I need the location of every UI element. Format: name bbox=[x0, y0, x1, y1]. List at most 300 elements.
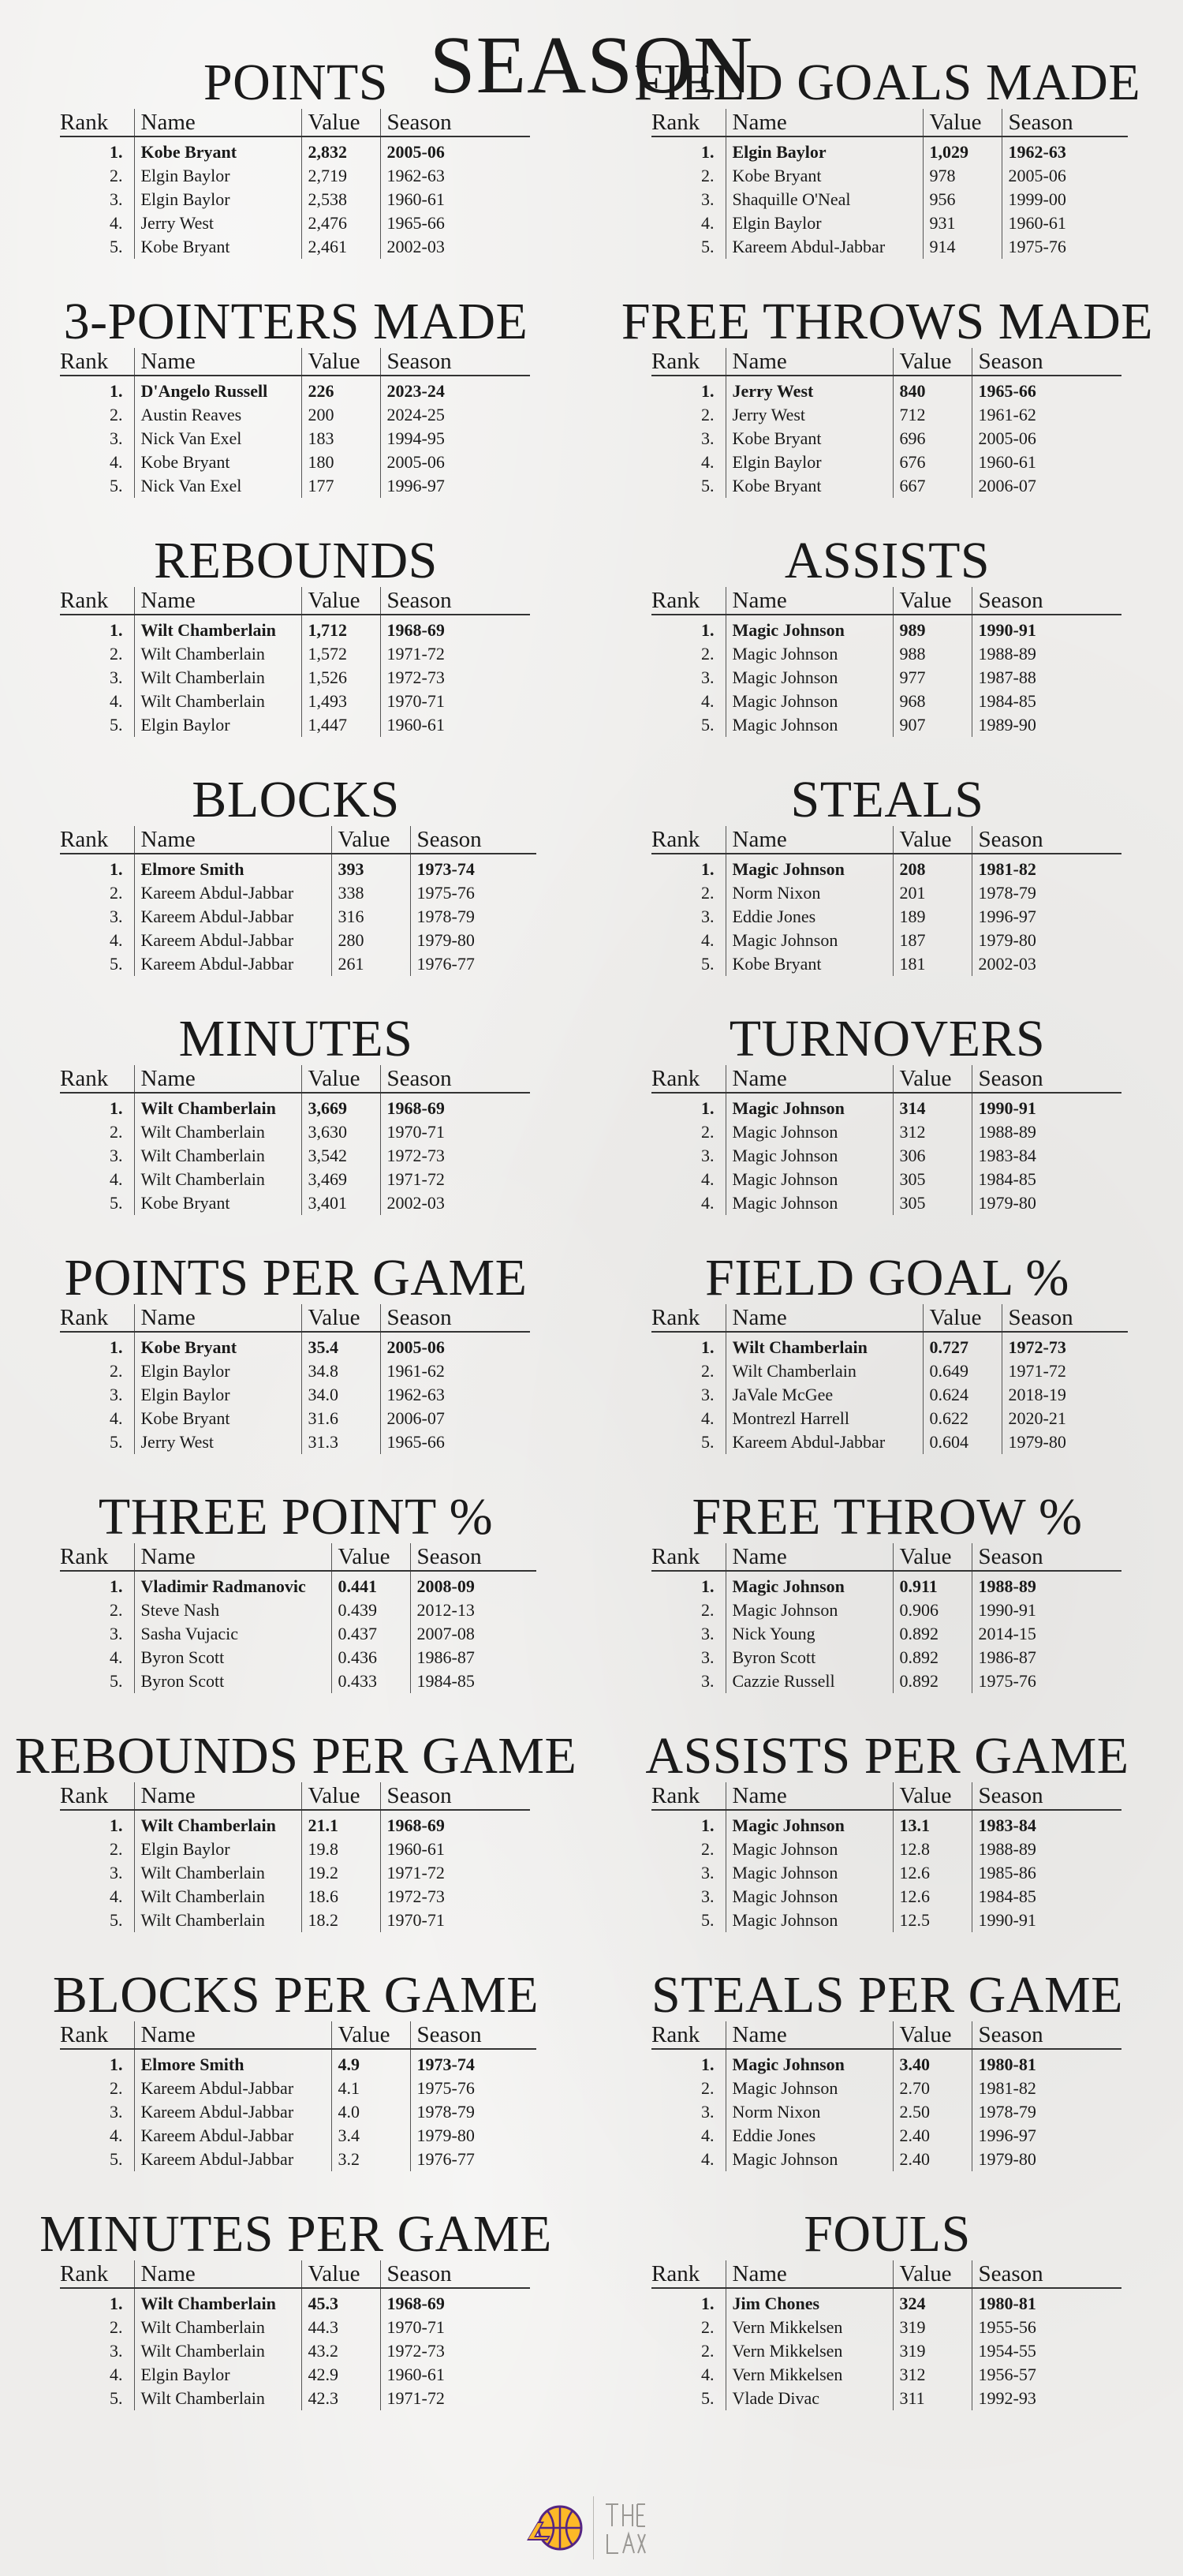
column-header-rank: Rank bbox=[60, 2021, 134, 2049]
cell-season: 1972-73 bbox=[380, 666, 530, 690]
table-row bbox=[651, 136, 1128, 164]
cell-rank: 3. bbox=[110, 2102, 123, 2122]
cell-name: Magic Johnson bbox=[726, 1571, 893, 1598]
leaderboard-minutes bbox=[0, 1010, 592, 1247]
cell-season: 1980-81 bbox=[972, 2288, 1121, 2316]
cell-name: Kareem Abdul-Jabbar bbox=[134, 881, 331, 905]
cell-rank: 2. bbox=[701, 2341, 715, 2361]
cell-name: Nick Van Exel bbox=[134, 427, 301, 451]
section-title: POINTS bbox=[203, 54, 389, 111]
cell-value: 840 bbox=[893, 376, 972, 403]
cell-value: 45.3 bbox=[301, 2288, 380, 2316]
column-header-season: Season bbox=[380, 2260, 530, 2288]
cell-value: 914 bbox=[923, 235, 1002, 259]
table-row bbox=[60, 1598, 536, 1622]
cell-name: Wilt Chamberlain bbox=[134, 1144, 301, 1168]
cell-rank: 1. bbox=[701, 1098, 715, 1118]
cell-rank: 2. bbox=[110, 644, 123, 664]
cell-value: 13.1 bbox=[893, 1810, 972, 1838]
cell-season: 2007-08 bbox=[410, 1622, 536, 1646]
cell-rank: 1. bbox=[701, 859, 715, 879]
cell-season: 1971-72 bbox=[380, 1168, 530, 1191]
table-row bbox=[651, 666, 1121, 690]
cell-name: Magic Johnson bbox=[726, 1168, 893, 1191]
table-header bbox=[651, 2021, 1121, 2049]
cell-name: Wilt Chamberlain bbox=[134, 690, 301, 713]
cell-season: 1960-61 bbox=[380, 188, 530, 211]
stats-table bbox=[60, 587, 530, 737]
cell-value: 2.50 bbox=[893, 2100, 972, 2124]
cell-value: 696 bbox=[893, 427, 972, 451]
table-row bbox=[651, 615, 1121, 642]
cell-name: Elgin Baylor bbox=[726, 451, 893, 474]
column-header-season: Season bbox=[972, 826, 1121, 854]
cell-name: Magic Johnson bbox=[726, 1810, 893, 1838]
table-row bbox=[651, 1144, 1121, 1168]
table-row bbox=[60, 427, 530, 451]
cell-value: 208 bbox=[893, 854, 972, 881]
cell-name: Kobe Bryant bbox=[134, 235, 301, 259]
table-row bbox=[60, 905, 536, 929]
cell-rank: 3. bbox=[110, 1385, 123, 1404]
table-row bbox=[60, 615, 530, 642]
cell-name: Steve Nash bbox=[134, 1598, 331, 1622]
cell-value: 0.433 bbox=[331, 1669, 410, 1693]
cell-season: 1968-69 bbox=[380, 2288, 530, 2316]
table-row bbox=[651, 1332, 1128, 1359]
table-row bbox=[60, 1191, 530, 1215]
cell-rank: 4. bbox=[110, 1169, 123, 1189]
cell-value: 988 bbox=[893, 642, 972, 666]
cell-season: 2006-07 bbox=[972, 474, 1121, 498]
cell-name: Elgin Baylor bbox=[134, 1838, 301, 1861]
cell-rank: 3. bbox=[701, 1624, 715, 1643]
cell-season: 1975-76 bbox=[410, 2077, 536, 2100]
cell-season: 1965-66 bbox=[380, 1430, 530, 1454]
table-row bbox=[651, 1383, 1128, 1407]
column-header-value: Value bbox=[893, 2260, 972, 2288]
cell-value: 4.1 bbox=[331, 2077, 410, 2100]
cell-value: 712 bbox=[893, 403, 972, 427]
cell-name: Magic Johnson bbox=[726, 2077, 893, 2100]
column-header-value: Value bbox=[301, 1065, 380, 1093]
cell-rank: 2. bbox=[110, 883, 123, 903]
cell-rank: 4. bbox=[110, 2365, 123, 2384]
table-header bbox=[60, 2260, 530, 2288]
cell-rank: 3. bbox=[110, 1146, 123, 1165]
cell-season: 2014-15 bbox=[972, 1622, 1121, 1646]
cell-rank: 1. bbox=[110, 142, 123, 162]
table-row bbox=[651, 1598, 1121, 1622]
table-body bbox=[651, 1571, 1121, 1693]
column-header-season: Season bbox=[410, 1543, 536, 1571]
cell-name: Magic Johnson bbox=[726, 713, 893, 737]
cell-season: 1972-73 bbox=[380, 2339, 530, 2363]
column-header-name: Name bbox=[726, 2260, 893, 2288]
table-row bbox=[60, 1332, 530, 1359]
cell-season: 2006-07 bbox=[380, 1407, 530, 1430]
leaderboard-three-point-pct bbox=[0, 1488, 592, 1725]
cell-name: Kobe Bryant bbox=[134, 451, 301, 474]
column-header-rank: Rank bbox=[60, 826, 134, 854]
table-row bbox=[651, 2288, 1121, 2316]
cell-value: 1,029 bbox=[923, 136, 1002, 164]
table-row bbox=[651, 235, 1128, 259]
cell-name: Magic Johnson bbox=[726, 1861, 893, 1885]
cell-name: Kareem Abdul-Jabbar bbox=[726, 1430, 923, 1454]
table-row bbox=[60, 2288, 530, 2316]
table-row bbox=[60, 2077, 536, 2100]
cell-name: Kobe Bryant bbox=[726, 952, 893, 976]
column-header-value: Value bbox=[331, 2021, 410, 2049]
stats-table bbox=[60, 2021, 536, 2171]
cell-value: 0.649 bbox=[923, 1359, 1002, 1383]
cell-season: 1984-85 bbox=[972, 690, 1121, 713]
header-row bbox=[651, 2260, 1121, 2288]
section-title: THREE POINT % bbox=[98, 1488, 494, 1546]
cell-season: 1990-91 bbox=[972, 1909, 1121, 1932]
cell-name: Magic Johnson bbox=[726, 854, 893, 881]
cell-name: Magic Johnson bbox=[726, 1598, 893, 1622]
cell-season: 1992-93 bbox=[972, 2387, 1121, 2410]
table-row bbox=[651, 1093, 1121, 1120]
cell-rank: 5. bbox=[110, 237, 123, 256]
header-row bbox=[60, 2021, 536, 2049]
table-row bbox=[651, 2363, 1121, 2387]
header-row bbox=[60, 348, 530, 376]
table-row bbox=[651, 1191, 1121, 1215]
cell-value: 4.9 bbox=[331, 2049, 410, 2077]
leaderboard-3-pointers-made bbox=[0, 293, 592, 529]
table-row bbox=[60, 1909, 530, 1932]
table-body bbox=[60, 136, 530, 259]
cell-name: Jerry West bbox=[134, 1430, 301, 1454]
table-row bbox=[651, 2077, 1121, 2100]
cell-season: 1970-71 bbox=[380, 1909, 530, 1932]
cell-season: 1972-73 bbox=[380, 1885, 530, 1909]
table-header bbox=[651, 1782, 1121, 1810]
column-header-value: Value bbox=[301, 1304, 380, 1332]
cell-rank: 4. bbox=[701, 213, 715, 233]
table-row bbox=[651, 854, 1121, 881]
section-title: STEALS PER GAME bbox=[651, 1966, 1123, 2024]
cell-rank: 3. bbox=[701, 1863, 715, 1882]
table-row bbox=[651, 952, 1121, 976]
cell-season: 1965-66 bbox=[380, 211, 530, 235]
table-row bbox=[60, 2363, 530, 2387]
section-title: FREE THROWS MADE bbox=[621, 293, 1154, 350]
cell-value: 1,493 bbox=[301, 690, 380, 713]
cell-rank: 2. bbox=[701, 2317, 715, 2337]
cell-value: 968 bbox=[893, 690, 972, 713]
cell-rank: 1. bbox=[110, 620, 123, 640]
cell-rank: 2. bbox=[701, 1600, 715, 1620]
cell-season: 1961-62 bbox=[972, 403, 1121, 427]
cell-name: JaVale McGee bbox=[726, 1383, 923, 1407]
table-row bbox=[651, 2148, 1121, 2171]
cell-season: 1994-95 bbox=[380, 427, 530, 451]
column-header-season: Season bbox=[410, 826, 536, 854]
cell-rank: 5. bbox=[110, 715, 123, 735]
table-row bbox=[60, 474, 530, 498]
column-header-name: Name bbox=[726, 348, 893, 376]
table-header bbox=[60, 1304, 530, 1332]
section-title: FIELD GOAL % bbox=[705, 1249, 1069, 1307]
cell-season: 1968-69 bbox=[380, 615, 530, 642]
header-row bbox=[60, 1782, 530, 1810]
column-header-season: Season bbox=[380, 1782, 530, 1810]
table-row bbox=[651, 403, 1121, 427]
cell-name: Nick Young bbox=[726, 1622, 893, 1646]
cell-name: Eddie Jones bbox=[726, 905, 893, 929]
table-header bbox=[651, 826, 1121, 854]
stats-table bbox=[651, 1782, 1121, 1932]
table-row bbox=[651, 451, 1121, 474]
table-body bbox=[651, 1332, 1128, 1454]
cell-rank: 4. bbox=[110, 1886, 123, 1906]
cell-season: 1988-89 bbox=[972, 642, 1121, 666]
cell-value: 226 bbox=[301, 376, 380, 403]
column-header-name: Name bbox=[134, 2021, 331, 2049]
table-header bbox=[651, 1304, 1128, 1332]
cell-season: 1970-71 bbox=[380, 690, 530, 713]
cell-name: Magic Johnson bbox=[726, 1838, 893, 1861]
header-row bbox=[651, 1065, 1121, 1093]
table-row bbox=[60, 211, 530, 235]
cell-season: 1985-86 bbox=[972, 1861, 1121, 1885]
cell-value: 31.3 bbox=[301, 1430, 380, 1454]
column-header-season: Season bbox=[972, 2021, 1121, 2049]
table-row bbox=[651, 713, 1121, 737]
cell-value: 0.911 bbox=[893, 1571, 972, 1598]
cell-rank: 5. bbox=[110, 1910, 123, 1930]
column-header-value: Value bbox=[331, 1543, 410, 1571]
table-body bbox=[60, 1810, 530, 1932]
page-title: SEASON bbox=[429, 20, 754, 110]
cell-value: 314 bbox=[893, 1093, 972, 1120]
cell-value: 2.40 bbox=[893, 2124, 972, 2148]
leaderboard-points-per-game bbox=[0, 1249, 592, 1486]
column-header-value: Value bbox=[301, 1782, 380, 1810]
stats-table bbox=[651, 1304, 1128, 1454]
header-row bbox=[651, 1304, 1128, 1332]
cell-name: Elgin Baylor bbox=[134, 1359, 301, 1383]
leaderboard-steals bbox=[592, 771, 1183, 1008]
cell-season: 1990-91 bbox=[972, 1598, 1121, 1622]
cell-rank: 3. bbox=[701, 907, 715, 926]
cell-rank: 4. bbox=[701, 691, 715, 711]
cell-season: 1990-91 bbox=[972, 1093, 1121, 1120]
cell-season: 1978-79 bbox=[410, 2100, 536, 2124]
cell-rank: 3. bbox=[701, 1385, 715, 1404]
stats-table bbox=[651, 1065, 1121, 1215]
cell-rank: 3. bbox=[110, 2341, 123, 2361]
cell-rank: 4. bbox=[701, 452, 715, 472]
cell-rank: 2. bbox=[701, 2078, 715, 2098]
cell-rank: 5. bbox=[110, 1193, 123, 1213]
cell-value: 2.40 bbox=[893, 2148, 972, 2171]
table-row bbox=[60, 1885, 530, 1909]
section-title: TURNOVERS bbox=[729, 1010, 1046, 1067]
table-row bbox=[60, 952, 536, 976]
table-body bbox=[651, 2288, 1121, 2410]
cell-name: Montrezl Harrell bbox=[726, 1407, 923, 1430]
table-row bbox=[651, 1838, 1121, 1861]
stats-table bbox=[651, 109, 1128, 259]
table-row bbox=[60, 1144, 530, 1168]
cell-rank: 4. bbox=[701, 1193, 715, 1213]
section-title: 3-POINTERS MADE bbox=[63, 293, 528, 350]
cell-value: 183 bbox=[301, 427, 380, 451]
table-row bbox=[651, 188, 1128, 211]
cell-rank: 1. bbox=[110, 859, 123, 879]
column-header-value: Value bbox=[923, 1304, 1002, 1332]
cell-value: 280 bbox=[331, 929, 410, 952]
column-header-rank: Rank bbox=[651, 348, 726, 376]
section-title: BLOCKS PER GAME bbox=[52, 1966, 539, 2024]
column-header-value: Value bbox=[893, 1782, 972, 1810]
cell-name: Wilt Chamberlain bbox=[134, 2339, 301, 2363]
cell-rank: 1. bbox=[701, 381, 715, 401]
cell-value: 2,832 bbox=[301, 136, 380, 164]
cell-season: 1956-57 bbox=[972, 2363, 1121, 2387]
cell-rank: 5. bbox=[701, 1432, 715, 1452]
cell-value: 12.5 bbox=[893, 1909, 972, 1932]
cell-value: 0.622 bbox=[923, 1407, 1002, 1430]
cell-rank: 3. bbox=[110, 1863, 123, 1882]
cell-name: Elmore Smith bbox=[134, 854, 331, 881]
cell-season: 1968-69 bbox=[380, 1093, 530, 1120]
cell-season: 1971-72 bbox=[380, 1861, 530, 1885]
cell-name: Kobe Bryant bbox=[134, 1407, 301, 1430]
table-row bbox=[651, 690, 1121, 713]
column-header-season: Season bbox=[1002, 1304, 1128, 1332]
cell-value: 189 bbox=[893, 905, 972, 929]
cell-value: 1,572 bbox=[301, 642, 380, 666]
column-header-season: Season bbox=[380, 1065, 530, 1093]
section-title: FREE THROW % bbox=[692, 1488, 1083, 1546]
table-row bbox=[60, 1383, 530, 1407]
column-header-name: Name bbox=[134, 1782, 301, 1810]
table-row bbox=[60, 376, 530, 403]
column-header-value: Value bbox=[893, 826, 972, 854]
cell-name: Magic Johnson bbox=[726, 1120, 893, 1144]
header-row bbox=[60, 1543, 536, 1571]
table-body bbox=[60, 2288, 530, 2410]
cell-name: Wilt Chamberlain bbox=[134, 615, 301, 642]
table-header bbox=[60, 109, 530, 136]
cell-name: Elgin Baylor bbox=[134, 164, 301, 188]
cell-name: Byron Scott bbox=[726, 1646, 893, 1669]
cell-name: Wilt Chamberlain bbox=[134, 2316, 301, 2339]
cell-value: 978 bbox=[923, 164, 1002, 188]
cell-rank: 4. bbox=[110, 1408, 123, 1428]
column-header-season: Season bbox=[972, 348, 1121, 376]
cell-value: 261 bbox=[331, 952, 410, 976]
table-row bbox=[651, 2124, 1121, 2148]
column-header-season: Season bbox=[972, 587, 1121, 615]
cell-name: Vern Mikkelsen bbox=[726, 2316, 893, 2339]
cell-value: 2,461 bbox=[301, 235, 380, 259]
stats-table bbox=[651, 587, 1121, 737]
cell-name: Magic Johnson bbox=[726, 1144, 893, 1168]
header-row bbox=[60, 1304, 530, 1332]
cell-season: 1972-73 bbox=[380, 1144, 530, 1168]
table-row bbox=[651, 1669, 1121, 1693]
header-row bbox=[60, 2260, 530, 2288]
table-body bbox=[651, 1810, 1121, 1932]
cell-value: 2,719 bbox=[301, 164, 380, 188]
column-header-name: Name bbox=[134, 1543, 331, 1571]
cell-season: 2002-03 bbox=[380, 1191, 530, 1215]
table-row bbox=[60, 164, 530, 188]
column-header-rank: Rank bbox=[60, 1782, 134, 1810]
cell-season: 1962-63 bbox=[1002, 136, 1128, 164]
cell-rank: 4. bbox=[110, 691, 123, 711]
cell-rank: 2. bbox=[110, 1600, 123, 1620]
cell-value: 34.8 bbox=[301, 1359, 380, 1383]
table-row bbox=[651, 642, 1121, 666]
cell-name: Kobe Bryant bbox=[726, 474, 893, 498]
cell-name: Kobe Bryant bbox=[726, 427, 893, 451]
cell-season: 1984-85 bbox=[410, 1669, 536, 1693]
column-header-name: Name bbox=[726, 587, 893, 615]
table-header bbox=[60, 587, 530, 615]
cell-name: D'Angelo Russell bbox=[134, 376, 301, 403]
cell-season: 1975-76 bbox=[972, 1669, 1121, 1693]
cell-season: 1986-87 bbox=[972, 1646, 1121, 1669]
leaderboard-minutes-per-game bbox=[0, 2205, 592, 2442]
cell-name: Sasha Vujacic bbox=[134, 1622, 331, 1646]
cell-rank: 3. bbox=[701, 428, 715, 448]
cell-value: 2.70 bbox=[893, 2077, 972, 2100]
table-row bbox=[60, 1359, 530, 1383]
cell-rank: 2. bbox=[110, 1122, 123, 1142]
cell-value: 1,712 bbox=[301, 615, 380, 642]
stats-table bbox=[60, 2260, 530, 2410]
column-header-value: Value bbox=[331, 826, 410, 854]
table-row bbox=[651, 1885, 1121, 1909]
cell-value: 180 bbox=[301, 451, 380, 474]
cell-value: 19.8 bbox=[301, 1838, 380, 1861]
cell-value: 3.40 bbox=[893, 2049, 972, 2077]
cell-season: 1988-89 bbox=[972, 1571, 1121, 1598]
cell-rank: 3. bbox=[701, 1146, 715, 1165]
cell-rank: 2. bbox=[701, 644, 715, 664]
cell-season: 1960-61 bbox=[380, 713, 530, 737]
cell-name: Eddie Jones bbox=[726, 2124, 893, 2148]
column-header-season: Season bbox=[380, 1304, 530, 1332]
leaderboard-blocks bbox=[0, 771, 592, 1008]
column-header-rank: Rank bbox=[60, 1543, 134, 1571]
cell-value: 0.604 bbox=[923, 1430, 1002, 1454]
column-header-name: Name bbox=[726, 826, 893, 854]
cell-rank: 3. bbox=[110, 189, 123, 209]
table-row bbox=[60, 929, 536, 952]
cell-season: 1979-80 bbox=[410, 929, 536, 952]
cell-rank: 5. bbox=[110, 476, 123, 495]
stats-table bbox=[651, 2021, 1121, 2171]
cell-value: 393 bbox=[331, 854, 410, 881]
cell-rank: 1. bbox=[110, 2294, 123, 2313]
column-header-name: Name bbox=[134, 109, 301, 136]
table-row bbox=[651, 1359, 1128, 1383]
table-header bbox=[651, 348, 1121, 376]
cell-name: Wilt Chamberlain bbox=[726, 1332, 923, 1359]
stats-table bbox=[651, 1543, 1121, 1693]
column-header-value: Value bbox=[301, 2260, 380, 2288]
cell-value: 676 bbox=[893, 451, 972, 474]
